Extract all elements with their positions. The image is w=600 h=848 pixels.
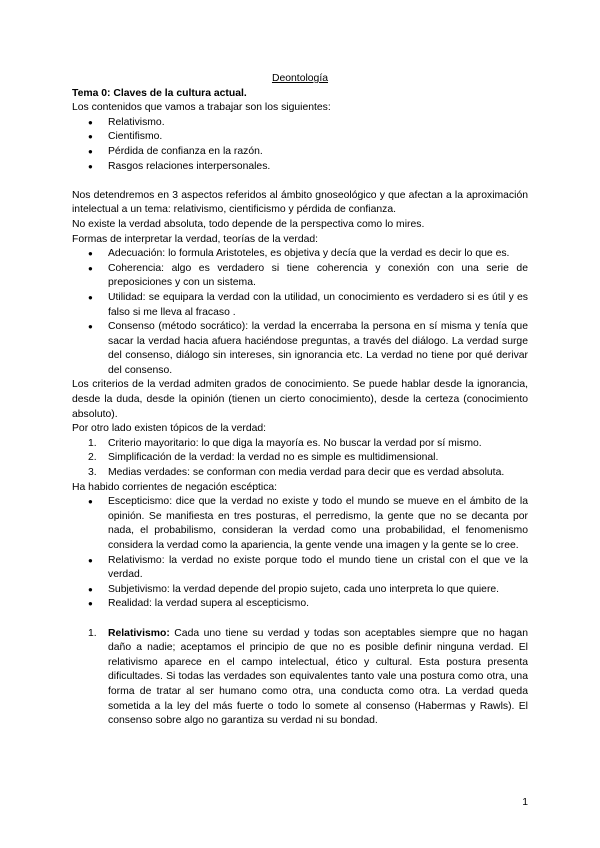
list-item: ● Cientifismo. <box>72 130 528 145</box>
section-label: Relativismo: <box>108 627 170 639</box>
document-title: Deontología <box>271 73 329 84</box>
list-item: ● Pérdida de confianza en la razón. <box>72 145 528 160</box>
list-item: ● Realidad: la verdad supera al escepticismo. <box>72 597 528 612</box>
section-heading: Tema 0: Claves de la cultura actual. <box>72 87 247 99</box>
list-item: ● Rasgos relaciones interpersonales. <box>72 160 528 175</box>
list-item: 2. Simplificación de la verdad: la verdad no es simple es multidimensional. <box>88 452 439 464</box>
document-page <box>72 72 528 729</box>
page-number: 1 <box>522 797 528 808</box>
paragraph: Formas de interpretar la verdad, teorías de la verdad: <box>72 233 319 245</box>
list-item: ● Relativismo: la verdad no existe porque todo el mundo tiene un cristal con el que ve la verdad. <box>72 554 528 583</box>
list-item: ● Adecuación: lo formula Aristoteles, es objetiva y decía que la verdad es decir lo que es. <box>72 247 528 262</box>
list-item: ● Relativismo. <box>72 116 528 131</box>
intro-text: Los contenidos que vamos a trabajar son los siguientes: <box>72 102 331 114</box>
list-item: ● Utilidad: se equipara la verdad con la utilidad, un conocimiento es verdadero si es útil y es falso si me lleva al fracaso . <box>72 291 528 320</box>
theories-list <box>72 247 528 378</box>
relativismo-section <box>72 627 528 729</box>
paragraph: Por otro lado existen tópicos de la verdad: <box>72 423 267 435</box>
list-item: 1. Criterio mayoritario: lo que diga la mayoría es. No buscar la verdad por sí mismo. <box>88 437 482 449</box>
list-item: ● Coherencia: algo es verdadero si tiene coherencia y conexión con una serie de preposiciones y con un sistema. <box>72 262 528 291</box>
paragraph: Nos detendremos en 3 aspectos referidos al ámbito gnoseológico y que afectan a la aproximación intelectual a un tema: relativismo, cientificismo y pérdida de confianza. <box>72 189 528 216</box>
topicos-list <box>72 437 528 481</box>
currents-list <box>72 495 528 612</box>
list-item: ● Subjetivismo: la verdad depende del propio sujeto, cada uno interpreta lo que quiere. <box>72 583 528 598</box>
paragraph: Ha habido corrientes de negación escéptica: <box>72 481 278 493</box>
list-item: 1. Relativismo: Cada uno tiene su verdad y todas son aceptables siempre que no hagan daño a nadie; aceptamos el principio de que no es posible definir ninguna verdad. El relativismo aparece en el campo intelectual, ético y cultural. Esta postura presenta dificultades. Si todas las verdades son equivalentes tanto vale una postura como otra, una forma de tratar al ser humano como otra, una conducta como otra. La verdad queda sometida a la ley del más fuerte o todo lo somete al consenso (Habermas y Rawls). El consenso sobre algo no garantiza su verdad ni su bondad. <box>88 627 528 727</box>
list-item: ● Consenso (método socrático): la verdad la encerraba la persona en sí misma y tenía que sacar la verdad hacia afuera haciéndose preguntas, a través del diálogo. La verdad surge del consenso, diálogo sin intereses, sin ignorancia etc. La verdad no tiene por qué derivar del consenso. <box>72 320 528 378</box>
list-item: ● Escepticismo: dice que la verdad no existe y todo el mundo se mueve en el ámbito de la opinión. Se manifiesta en tres posturas, el perredismo, la gente que no se decanta por nada, el probabilismo, consideran la verdad como una probabilidad, el fenomenismo considera la verdad como la apariencia, la gente vende una imagen y la gente se lo cree. <box>72 495 528 553</box>
list-item: 3. Medias verdades: se conforman con media verdad para decir que es verdad absoluta. <box>88 467 505 479</box>
topics-list <box>72 116 528 174</box>
paragraph: No existe la verdad absoluta, todo depende de la perspectiva como lo mires. <box>72 218 425 230</box>
paragraph: Los criterios de la verdad admiten grados de conocimiento. Se puede hablar desde la ignorancia, desde la duda, desde la opinión (tienen un cierto conocimiento), desde la certeza (conocimiento absoluto). <box>72 379 528 420</box>
